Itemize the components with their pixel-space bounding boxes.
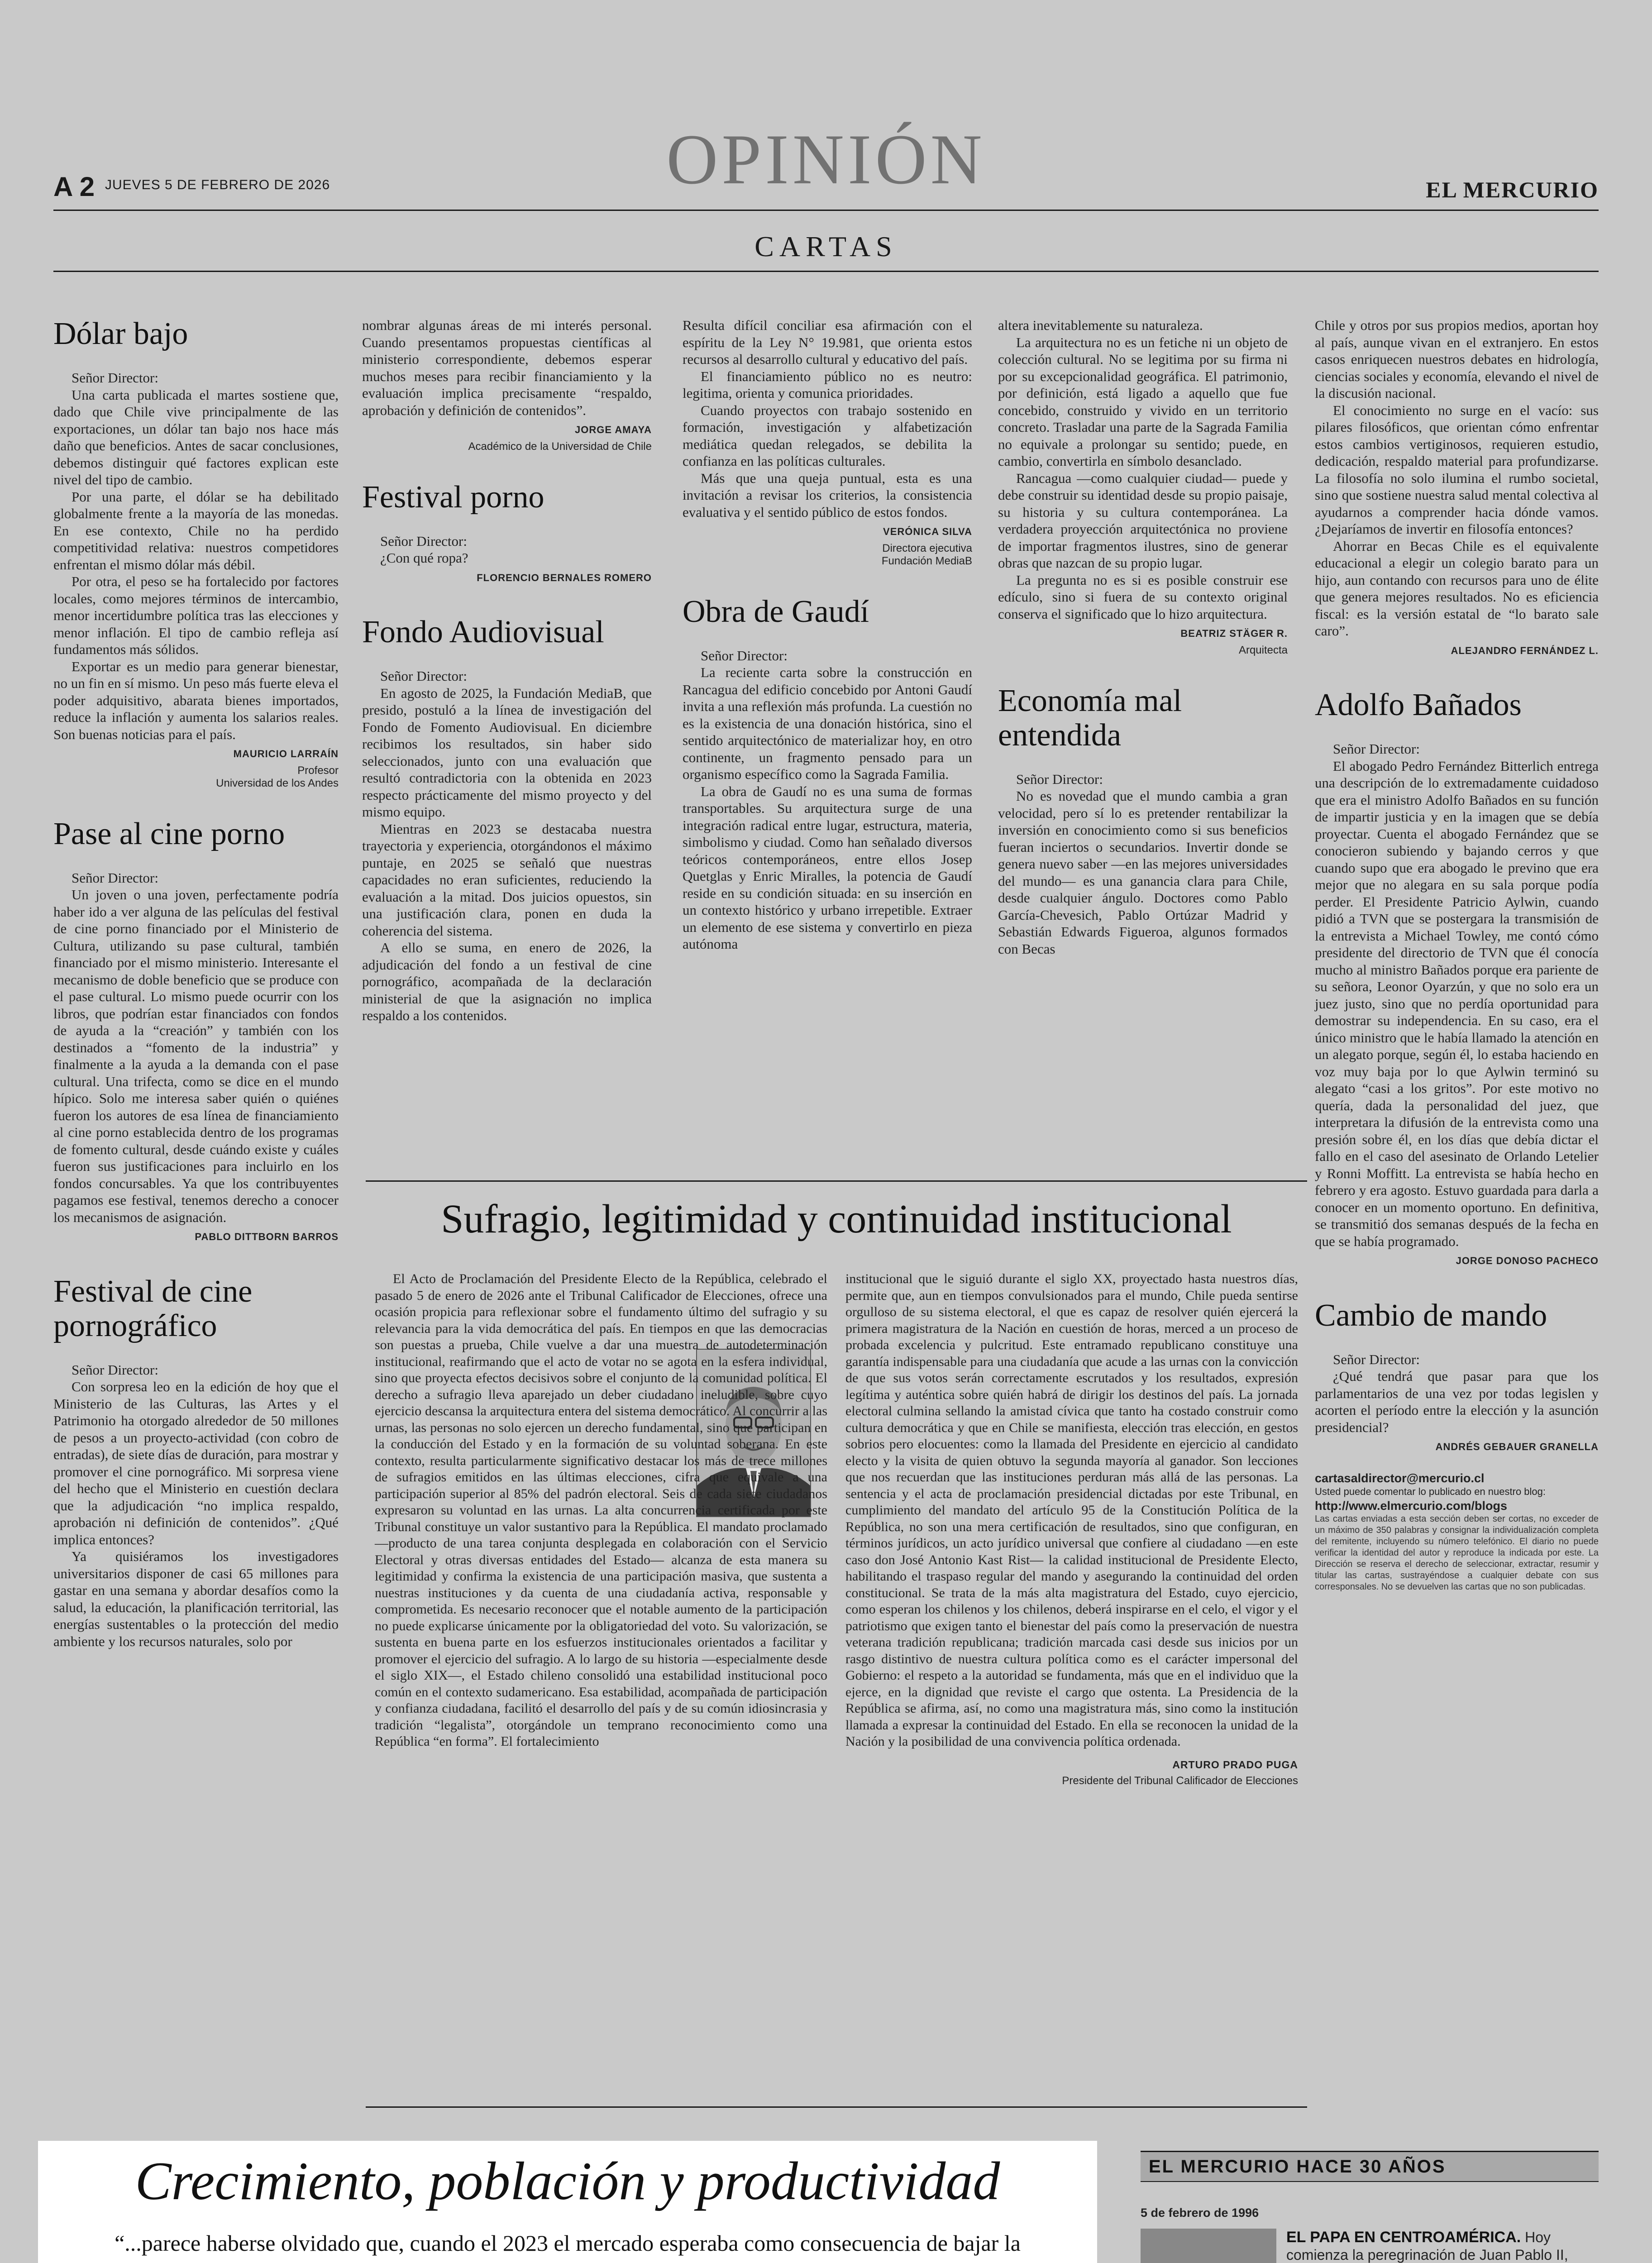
letter-paragraph: El financiamiento público no es neutro: legitima, orienta y comunica prioridades. <box>683 368 972 401</box>
letter-paragraph: Mientras en 2023 se destacaba nuestra trayectoria y experiencia, otorgándonos el máximo puntaje, en 2025 se señaló que nuestras capacidades no eran suficientes, reduciendo la evaluación a la mitad. Dos juicios opuestos, sin una justificación clara, ponen en duda la coherencia del sistema. <box>362 821 652 939</box>
letter-affiliation: Académico de la Universidad de Chile <box>468 440 652 453</box>
letter-paragraph: La arquitectura no es un fetiche ni un objeto de colección cultural. No se legitima por su firma ni por su excepcionalidad geográfica. El patrimonio, por definición, está ligado a aquello que fue concebido, construido y vivido en un territorio concreto. Trasladar una parte de la Sagrada Familia no equivale a prolongar su sentido; puede, en cambio, convertirla en símbolo desanclado. <box>998 334 1288 469</box>
contact-blog-link[interactable]: http://www.elmercurio.com/blogs <box>1315 1499 1508 1513</box>
letter-salute: Señor Director: <box>380 533 467 549</box>
sufragio-bottom-rule <box>366 2106 1307 2108</box>
letter-salute: Señor Director: <box>72 370 158 386</box>
letter-paragraph: ¿Qué tendrá que pasar para que los parlamentarios de una vez por todas legislen y acorten el período entre la elección y la asunción presidencial? <box>1315 1368 1599 1435</box>
letter-paragraph: nombrar algunas áreas de mi interés personal. Cuando presentamos propuestas científicas al ministerio correspondiente, debemos esperar muchos meses para recibir financiamiento y la evaluación implica precisamente “respaldo, aprobación y definición de contenidos”. <box>362 317 652 418</box>
column-title: Crecimiento, población y productividad <box>135 2151 1000 2211</box>
cartas-rule <box>53 271 1599 272</box>
letter-title: Dólar bajo <box>53 316 188 351</box>
contact-email[interactable]: cartasaldirector@mercurio.cl <box>1315 1471 1485 1485</box>
letter-salute: Señor Director: <box>701 647 788 664</box>
pope-photo <box>1141 2229 1276 2263</box>
letter-paragraph: La pregunta no es si es posible construir ese edículo, sino si fuera de su contexto original conserva el significado que lo hizo arquitectura. <box>998 572 1288 622</box>
letters-column-1 <box>53 317 339 1650</box>
newspaper-name: EL MERCURIO <box>1426 177 1599 202</box>
header-rule <box>53 210 1599 211</box>
letter-paragraph: Resulta difícil conciliar esa afirmación con el espíritu de la Ley N° 19.981, que orienta estos recursos al desarrollo cultural y educativo del país. <box>683 317 972 367</box>
hace30-headline: EL PAPA EN CENTROAMÉRICA. <box>1286 2228 1521 2246</box>
letters-column-4 <box>998 317 1288 957</box>
letter-affiliation: Directora ejecutiva <box>882 542 972 554</box>
letter-paragraph: El abogado Pedro Fernández Bitterlich entrega una descripción de lo extremadamente cuidadoso que era el ministro Adolfo Bañados en su función de impartir justicia y en la imagen que se debía proyectar. Cuenta el abogado Fernández que se conocieron subiendo y bajando cerros y que cuando supo que era abogado le previno que era mejor que no alegara en su sala porque podía perder. El Presidente Patricio Aylwin, cuando pidió a TVN que se postergara la transmisión de la entrevista a Michael Towley, me contó cómo presidente del directorio de TVN que él conocía mucho al ministro Bañados porque era pariente de su señora, Leonor Oyarzún, y que no solo era un juez justo, sino que no perdía oportunidad para demostrar su independencia. En su caso, era el único ministro que le había llamado la atención en un alegato porque, según él, lo estaba haciendo en voz muy baja por lo que Aylwin terminó su alegato “casi a los gritos”. Por este motivo no quería, dada la personalidad del juez, que interpretara la difusión de la entrevista como una presión sobre él, en los días que debía dictar el fallo en el caso del asesinato de Orlando Letelier y Ronni Moffitt. La entrevista se había hecho en febrero y era agosto. Estuvo guardada para darla a conocer en un momento oportuno. En definitiva, se transmitió dos semanas después de la fecha en que se había programado. <box>1315 758 1599 1249</box>
letter-salute: Señor Director: <box>72 1361 158 1378</box>
letter-title: Pase al cine porno <box>53 816 285 851</box>
subsection-title: CARTAS <box>754 230 898 263</box>
letter-signature: JORGE AMAYA <box>575 424 652 435</box>
letter-paragraph: A ello se suma, en enero de 2026, la adjudicación del fondo a un festival de cine pornográfico, acompañada de la declaración ministerial de que la asignación no implica respaldo a los contenidos. <box>362 940 652 1023</box>
letter-affiliation: Arquitecta <box>1238 644 1288 656</box>
letter-paragraph: La obra de Gaudí no es una suma de formas transportables. Su arquitectura surge de una integración radical entre lugar, estructura, materia, simbolismo y ciudad. Como han señalado diversos teóricos contemporáneos, entre ellos Josep Quetglas y Enric Miralles, la potencia de Gaudí reside en su condición situada: en su inserción en un contexto histórico y urbano irrepetible. Extraer un elemento de ese sistema y convertirlo en pieza autónoma <box>683 783 972 952</box>
letter-title: Economía mal entendida <box>998 683 1182 753</box>
letter-title: Adolfo Bañados <box>1315 687 1522 722</box>
letter-affiliation: Profesor <box>297 764 339 777</box>
letter-salute: Señor Director: <box>1333 1351 1420 1367</box>
letter-salute: Señor Director: <box>72 869 158 886</box>
pull-quote: “...parece haberse olvidado que, cuando el 2023 el mercado esperaba como consecuencia de bajar la <box>115 2230 1021 2256</box>
letter-paragraph: No es novedad que el mundo cambia a gran velocidad, pero sí lo es pretender rentabilizar la inversión en conocimiento como si sus beneficios fueran inciertos o secundarios. Invertir donde se genera nuevo saber —en las mejores universidades del mundo— es una ganancia clara para Chile, desde cualquier ángulo. Doctores como Pablo García-Chevesich, Pablo Ortúzar Madrid y Sebastián Edwards Figueroa, algunos formados con Becas <box>998 788 1288 957</box>
hace30-header: EL MERCURIO HACE 30 AÑOS <box>1149 2157 1446 2177</box>
letter-title: Festival porno <box>362 479 544 515</box>
letter-paragraph: Rancagua —como cualquier ciudad— puede y debe construir su identidad desde su propio paisaje, su historia y su cultura contemporánea. La verdadera proyección arquitectónica no proviene de importar fragmentos ilustres, sino de generar obras que nazcan de su propio lugar. <box>998 470 1288 571</box>
letter-signature: ANDRÉS GEBAUER GRANELLA <box>1435 1441 1599 1452</box>
sufragio-column-1 <box>375 1271 827 1750</box>
letter-paragraph: Más que una queja puntual, esta es una invitación a revisar los criterios, la consistencia evaluativa y el sentido público de estos fondos. <box>683 470 972 520</box>
hace30-text: Hoy comienza la peregrinación de Juan Pablo II, <box>1286 2229 1568 2263</box>
contact-fine-print: Las cartas enviadas a esta sección deben ser cortas, no exceder de un máximo de 350 palabras y consignar la individualización completa del remitente, incluyendo su número telefónico. El diario no puede verificar la identidad del autor y reproduce la indicada por este. La Dirección se reserva el derecho de seleccionar, extractar, resumir y titular las cartas, sustrayéndose a cualquier debate con sus corresponsales. No se devuelven las cartas que no son publicadas. <box>1315 1513 1599 1592</box>
page-number: A 2 <box>53 172 95 202</box>
sufragio-affiliation: Presidente del Tribunal Calificador de Elecciones <box>1062 1775 1298 1787</box>
letter-salute: Señor Director: <box>380 668 467 684</box>
letter-signature: FLORENCIO BERNALES ROMERO <box>477 572 652 583</box>
letters-column-2 <box>362 317 652 1024</box>
letter-paragraph: Ya quisiéramos los investigadores universitarios disponer de casi 65 millones para gastar en una semana y abordar desafíos como la salud, la educación, la planificación territorial, las energías sustentables o la protección del medio ambiente y los recursos naturales, solo por <box>53 1548 339 1649</box>
letter-paragraph: altera inevitablemente su naturaleza. <box>998 317 1203 333</box>
letter-title: Festival de cine pornográfico <box>53 1274 253 1343</box>
letters-column-3 <box>683 317 972 953</box>
sufragio-signature: ARTURO PRADO PUGA <box>1172 1758 1298 1771</box>
letter-paragraph: Por una parte, el dólar se ha debilitado globalmente frente a la mayoría de las monedas. En ese contexto, Chile no ha perdido competitividad relativa: nuestros competidores enfrentan el mismo dólar más débil. <box>53 488 339 573</box>
letter-paragraph: El conocimiento no surge en el vacío: sus pilares filosóficos, que orientan cómo enfrentar estos cambios vertiginosos, requieren estudio, dedicación, respaldo material para profundizarse. La filosofía no solo ilumina el rumbo societal, sino que sostiene nuestra salud mental colectiva al ayudarnos a comprender hacia dónde vamos. ¿Dejaríamos de invertir en filosofía entonces? <box>1315 402 1599 537</box>
article-paragraph: institucional que le siguió durante el siglo XX, proyectado hasta nuestros días, permite que, aun en tiempos convulsionados para el mundo, Chile pueda sentirse orgulloso de su sistema electoral, el que es capaz de resolver quién ejercerá la primera magistratura de la Nación en cuestión de horas, merced a un proceso de probada excelencia y pulcritud. Este entramado republicano constituye una garantía indispensable para una ciudadanía que acude a las urnas con la convicción de que sus votos serán correctamente escrutados y los resultados, expresión legítima y auténtica sobre quién habrá de dirigir los destinos del país. La jornada electoral culmina sellando la amistad cívica que tanto ha costado construir como cultura democrática y que en Chile se manifiesta, elección tras elección, en gestos sobrios pero elocuentes: como la llamada del Presidente en ejercicio al candidato electo y la visita de quien obtuvo la segunda mayoría al ganador. Son lecciones que nos recuerdan que las instituciones perduran más allá de las personas. La sentencia y el acta de proclamación presidencial dictadas por este Tribunal, en cumplimiento del mandato del artículo 95 de la Constitución Política de la República, no son una mera certificación de resultados, sino que configuran, en términos jurídicos, un acto jurídico universal que confiere al ciudadano —en este caso don José Antonio Kast Rist— la calidad institucional de Presidente Electo, habilitando el traspaso regular del mando y asegurando la continuidad del orden constitucional. Se trata de la más alta magistratura del Estado, cuyo ejercicio, como esperan los chilenos y los chilenos, deberá inspirarse en el celo, el vigor y el patriotismo que exigen tanto el bienestar del país como la preservación de nuestra veterana tradición republicana; tradición marcada casi desde sus inicios por un rasgo distintivo de nuestra cultura política como es el carácter impersonal del Gobierno: el respeto a la autoridad se fundamenta, más que en el individuo que la ejerce, en la dignidad que reviste el cargo que ostenta. La Presidencia de la República se afirma, así, no como una magistratura más, sino como la institución llamada a expresar la continuidad del Estado. En ella se reconocen la unidad de la Nación y la posibilidad de una convivencia política ordenada. <box>845 1271 1298 1749</box>
hace30-header-bar <box>1141 2151 1599 2182</box>
letter-title: Obra de Gaudí <box>683 594 869 629</box>
opinion-column-box <box>38 2141 1097 2263</box>
letter-paragraph: Exportar es un medio para generar bienestar, no un fin en sí mismo. Un peso más fuerte eleva el poder adquisitivo, abarata bienes importados, reduce la inflación y aumenta los salarios reales. Son buenas noticias para el país. <box>53 658 339 742</box>
letter-signature: VERÓNICA SILVA <box>883 526 972 537</box>
letter-title: Fondo Audiovisual <box>362 615 604 649</box>
letter-signature: MAURICIO LARRAÍN <box>233 748 339 759</box>
contact-blog-note: Usted puede comentar lo publicado en nuestro blog: <box>1315 1485 1546 1497</box>
letter-signature: BEATRIZ STÄGER R. <box>1180 628 1288 639</box>
letter-signature: JORGE DONOSO PACHECO <box>1456 1255 1599 1266</box>
letters-column-5 <box>1315 317 1599 1593</box>
sufragio-top-rule <box>366 1180 1307 1182</box>
letter-paragraph: Una carta publicada el martes sostiene que, dado que Chile vive principalmente de las exportaciones, un dólar tan bajo nos hace más daño que beneficios. Antes de sacar conclusiones, debemos distinguir qué factores explican este nivel del tipo de cambio. <box>53 387 339 487</box>
letter-paragraph: En agosto de 2025, la Fundación MediaB, que presido, postuló a la línea de investigación del Fondo de Fomento Audiovisual. En diciembre recibimos los resultados, sin haber sido seleccionados, junto con una evaluación que resultó contradictoria con la obtenida en 2023 respecto prácticamente del mismo proyecto y del mismo equipo. <box>362 685 652 820</box>
letter-paragraph: Chile y otros por sus propios medios, aportan hoy al país, aunque vivan en el extranjero. En estos casos enriquecen nuestros debates en hidrología, ciencias sociales y economía, elevando el nivel de la discusión nacional. <box>1315 317 1599 401</box>
hace30-content <box>1141 2204 1599 2263</box>
letter-paragraph: Por otra, el peso se ha fortalecido por factores locales, como mejores términos de intercambio, menor incertidumbre política tras las elecciones y menor inflación. El tipo de cambio refleja así fundamentos más sólidos. <box>53 573 339 657</box>
letter-signature: ALEJANDRO FERNÁNDEZ L. <box>1451 645 1599 656</box>
letter-paragraph: La reciente carta sobre la construcción en Rancagua del edificio concebido por Antoni Gaudí invita a una reflexión más profunda. La cuestión no es la existencia de una donación histórica, sino el sentido arquitectónico de materializar hoy, en otro continente, un fragmento pensado para un organismo específico como la Sagrada Familia. <box>683 664 972 782</box>
letter-paragraph: ¿Con qué ropa? <box>380 550 468 566</box>
letter-affiliation: Universidad de los Andes <box>216 777 339 789</box>
sufragio-column-2 <box>845 1271 1298 1790</box>
letter-affiliation: Fundación MediaB <box>881 554 972 567</box>
letter-paragraph: Un joven o una joven, perfectamente podría haber ido a ver alguna de las películas del festival de cine porno financiado por el Ministerio de Cultura, utilizando su pase cultural, también financiado por el mismo ministerio. Interesante el mecanismo de doble beneficio que se produce con el pase cultural. Lo mismo puede ocurrir con los libros, que podrían estar financiados con fondos de ayuda a la “creación” y también con los destinados a “fomento de la industria” y finalmente a la ayuda a la demanda con el pase cultural. Una trifecta, como se dice en el mundo hípico. Solo me interesa saber quién o quiénes fueron los autores de esa línea de financiamiento al cine porno establecida dentro de los programas de fomento cultural, desde cuándo existe y cuáles fueron sus justificaciones para incluirlo en los fondos concursables. Ya que los contribuyentes pagamos ese festival, tenemos derecho a conocer los mecanismos de asignación. <box>53 887 339 1225</box>
crowd-photo-icon <box>1141 2229 1276 2263</box>
letter-paragraph: Con sorpresa leo en la edición de hoy que el Ministerio de las Culturas, las Artes y el Patrimonio ha otorgado alrededor de 50 millones de pesos a un proyecto-actividad (con cobro de entradas), de siete días de duración, para mostrar y promover el cine pornográfico. Mi sorpresa viene del hecho que el Ministerio en cuestión declara que la adjudicación “no implica respaldo, aprobación ni definición de contenidos”. ¿Qué implica entonces? <box>53 1379 339 1547</box>
letter-title: Cambio de mando <box>1315 1298 1547 1333</box>
sufragio-title: Sufragio, legitimidad y continuidad institucional <box>441 1197 1232 1241</box>
letter-salute: Señor Director: <box>1016 771 1103 787</box>
letter-signature: PABLO DITTBORN BARROS <box>195 1231 339 1242</box>
letter-paragraph: Cuando proyectos con trabajo sostenido en formación, investigación y alfabetización mediática quedan relegados, se debilita la confianza en las políticas culturales. <box>683 402 972 469</box>
letter-paragraph: Ahorrar en Becas Chile es el equivalente educacional a elegir un colegio barato para un hijo, aun contando con recursos para uno de élite que genera mejores resultados. No es eficiencia fiscal: es la versión estatal de “lo barato sale caro”. <box>1315 538 1599 639</box>
letter-salute: Señor Director: <box>1333 741 1420 757</box>
section-title: OPINIÓN <box>666 120 986 199</box>
hace30-date: 5 de febrero de 1996 <box>1141 2206 1259 2220</box>
issue-date: JUEVES 5 DE FEBRERO DE 2026 <box>105 177 330 192</box>
article-paragraph: El Acto de Proclamación del Presidente Electo de la República, celebrado el pasado 5 de enero de 2026 ante el Tribunal Calificador de Elecciones, ofrece una ocasión propicia para reflexionar sobre el fundamento último del sufragio y su relevancia para la vida democrática del país. En tiempos en que las democracias son puestas a prueba, Chile vuelve a dar una muestra de autodeterminación institucional, reafirmando que el acto de votar no se agota en la esfera individual, sino que proyecta efectos decisivos sobre el conjunto de la comunidad política. El derecho a sufragio lleva aparejado un deber ciudadano ineludible, sobre cuyo ejercicio descansa la arquitectura entera del sistema democrático. Al concurrir a las urnas, las personas no solo ejercen un derecho fundamental, sino que participan en la conducción del Estado y en la formación de su voluntad soberana. En este contexto, resulta particularmente significativo destacar los más de trece millones de sufragios emitidos en las últimas elecciones, cifra que equivale a una participación superior al 85% del padrón electoral. Seis de cada siete ciudadanos expresaron su voluntad en las urnas. La alta concurrencia certificada por este Tribunal constituye un valor sustantivo para la República. El mandato proclamado —producto de una tarea conjunta desplegada en colaboración con el Servicio Electoral y otras diversas entidades del Estado— alcanza de esta manera su legitimidad y confirma la existencia de una participación masiva, que sustenta a nuestras instituciones y da cuenta de una ciudadanía activa, responsable y comprometida. Es necesario reconocer que el notable aumento de la participación no puede explicarse únicamente por la obligatoriedad del voto. Su valorización, se sustenta en buena parte en los esfuerzos institucionales orientados a facilitar y promover el ejercicio del sufragio. A lo largo de su historia —especialmente desde el siglo XIX—, el Estado chileno consolidó una estabilidad institucional poco común en el contexto sudamericano. Esa estabilidad, acompañada de participación y confianza ciudadana, facilitó el desarrollo del país y de su común idiosincrasia y tradición “legalista”, otorgándole un temprano reconocimiento como una República “en forma”. El fortalecimiento <box>375 1271 827 1749</box>
